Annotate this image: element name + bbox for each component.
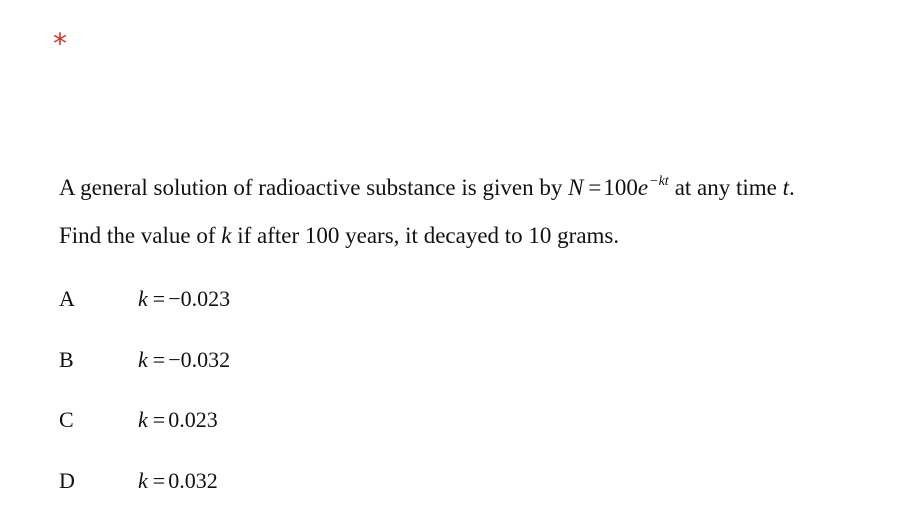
option-equals: = [152, 407, 166, 432]
option-value: −0.023 [168, 286, 231, 311]
formula-equals: = [588, 175, 602, 200]
question-line-1-prefix: A general solution of radioactive substance is given by [59, 175, 563, 200]
question-line-1-mid: at any time [674, 175, 777, 200]
answer-options [59, 281, 230, 523]
question-text [59, 166, 899, 258]
option-value: 0.023 [168, 407, 218, 432]
option-value: −0.032 [168, 346, 231, 372]
question-time-variable: t [782, 175, 790, 200]
option-letter: D [59, 467, 75, 493]
formula-base: e [637, 175, 649, 200]
question-line-2-suffix: if after 100 years, it decayed to 10 grams. [237, 223, 620, 248]
option-a[interactable] [59, 281, 230, 342]
option-equals: = [152, 467, 166, 493]
question-line-1 [59, 166, 899, 214]
option-letter: C [59, 407, 74, 432]
formula-exponent: −kt [649, 174, 669, 189]
formula-lhs: N [568, 175, 584, 200]
formula-coefficient: 100 [603, 175, 638, 200]
option-variable: k [138, 407, 148, 432]
option-letter: A [59, 286, 75, 311]
question-line-1-end: . [789, 175, 795, 200]
question-line-2 [59, 214, 899, 258]
required-asterisk: * [53, 27, 67, 60]
option-c[interactable] [59, 402, 230, 463]
option-variable: k [138, 346, 148, 372]
option-b[interactable] [59, 342, 230, 403]
question-k-variable: k [221, 223, 232, 248]
question-line-2-prefix: Find the value of [59, 223, 216, 248]
option-variable: k [138, 286, 148, 311]
option-equals: = [152, 346, 166, 372]
option-d[interactable] [59, 463, 230, 524]
option-value: 0.032 [168, 467, 218, 493]
option-variable: k [138, 467, 148, 493]
option-letter: B [59, 346, 74, 372]
option-equals: = [152, 286, 166, 311]
